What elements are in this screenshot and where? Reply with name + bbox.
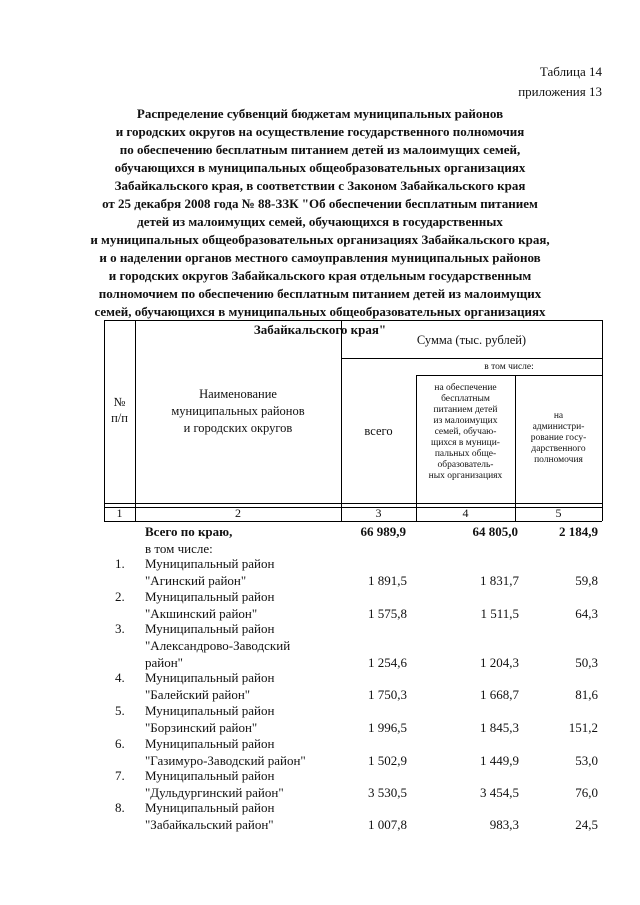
row-number: 8. xyxy=(115,800,125,815)
index-cell: 3 xyxy=(375,506,382,520)
index-cell: 4 xyxy=(462,506,469,520)
sum-header: Сумма (тыс. рублей) xyxy=(416,333,527,347)
row-total: 1 254,6 xyxy=(368,655,407,670)
appendix-number: приложения 13 xyxy=(518,84,602,99)
row-name-line: "Акшинский район" xyxy=(145,606,258,621)
row-food: 1 204,3 xyxy=(480,655,519,670)
column-header-name: Наименование муниципальных районов и городских округов xyxy=(171,387,305,435)
title-line: и городских округов Забайкальского края отдельным государственным xyxy=(108,268,532,283)
total-value-food: 64 805,0 xyxy=(472,524,518,539)
row-admin: 76,0 xyxy=(575,785,598,800)
row-admin: 64,3 xyxy=(575,606,598,621)
title-line: от 25 декабря 2008 года № 88-ЗЗК "Об обеспечении бесплатным питанием xyxy=(102,196,538,211)
row-total: 3 530,5 xyxy=(368,785,407,800)
row-number: 7. xyxy=(115,768,125,783)
row-name-line: Муниципальный район xyxy=(145,670,275,685)
column-header-total: всего xyxy=(364,424,393,438)
row-admin: 81,6 xyxy=(575,687,598,702)
row-number: 4. xyxy=(115,670,125,685)
column-header-number: № п/п xyxy=(111,395,128,425)
row-admin: 50,3 xyxy=(575,655,598,670)
row-name-line: "Александрово-Заводский xyxy=(145,638,291,653)
row-name-line: Муниципальный район xyxy=(145,768,275,783)
title-line: детей из малоимущих семей, обучающихся в государственных xyxy=(137,214,503,229)
column-header-admin: на администри- рование госу- дарственного полномочия xyxy=(530,411,587,465)
row-total: 1 502,9 xyxy=(368,753,407,768)
including-header: в том числе: xyxy=(484,362,534,372)
table-number: Таблица 14 xyxy=(539,64,602,79)
row-total: 1 891,5 xyxy=(368,573,407,588)
index-cell: 5 xyxy=(555,506,562,520)
row-name-line: Муниципальный район xyxy=(145,621,275,636)
table-reference xyxy=(518,62,602,102)
title-line: семей, обучающихся в муниципальных общеобразовательных организациях xyxy=(94,304,546,319)
row-number: 1. xyxy=(115,556,125,571)
row-admin: 24,5 xyxy=(575,817,598,832)
row-name-line: "Борзинский район" xyxy=(145,720,258,735)
total-value-admin: 2 184,9 xyxy=(559,524,598,539)
row-name-line: Муниципальный район xyxy=(145,589,275,604)
index-cell: 1 xyxy=(116,506,123,520)
column-header-food: на обеспечение бесплатным питанием детей из малоимущих семей, обучаю- щихся в муници- пальных обще- образователь- ных организациях xyxy=(428,383,503,481)
including-label: в том числе: xyxy=(145,541,213,556)
row-name-line: Муниципальный район xyxy=(145,556,275,571)
row-total: 1 750,3 xyxy=(368,687,407,702)
row-food: 983,3 xyxy=(489,817,519,832)
row-name-line: район" xyxy=(145,655,183,670)
row-name-line: Муниципальный район xyxy=(145,703,275,718)
row-name-line: Муниципальный район xyxy=(145,800,275,815)
row-food: 1 511,5 xyxy=(480,606,519,621)
row-name-line: "Забайкальский район" xyxy=(145,817,274,832)
title-line: Распределение субвенций бюджетам муниципальных районов xyxy=(136,106,504,121)
row-total: 1 575,8 xyxy=(368,606,407,621)
title-line: по обеспечению бесплатным питанием детей из малоимущих семей, xyxy=(119,142,521,157)
title-line: Забайкальского края, в соответствии с Законом Забайкальского края xyxy=(114,178,526,193)
row-total: 1 996,5 xyxy=(368,720,407,735)
row-name-line: Муниципальный район xyxy=(145,736,275,751)
row-name-line: "Балейский район" xyxy=(145,687,251,702)
row-admin: 151,2 xyxy=(568,720,598,735)
row-number: 3. xyxy=(115,621,125,636)
row-total: 1 007,8 xyxy=(368,817,407,832)
title-line: и о наделении органов местного самоуправления муниципальных районов xyxy=(99,250,541,265)
title-line: и городских округов на осуществление государственного полномочия xyxy=(115,124,525,139)
total-label: Всего по краю, xyxy=(145,524,233,539)
row-food: 1 449,9 xyxy=(480,753,519,768)
index-cell: 2 xyxy=(235,506,241,520)
row-admin: 53,0 xyxy=(575,753,598,768)
row-number: 5. xyxy=(115,703,125,718)
title-line: обучающихся в муниципальных общеобразовательных организациях xyxy=(114,160,526,175)
row-food: 3 454,5 xyxy=(480,785,519,800)
total-value-all: 66 989,9 xyxy=(360,524,406,539)
row-number: 6. xyxy=(115,736,125,751)
row-food: 1 831,7 xyxy=(480,573,519,588)
row-admin: 59,8 xyxy=(575,573,598,588)
row-food: 1 668,7 xyxy=(480,687,519,702)
row-name-line: "Агинский район" xyxy=(145,573,247,588)
row-name-line: "Газимуро-Заводский район" xyxy=(145,753,306,768)
title-line: и муниципальных общеобразовательных организациях Забайкальского края, xyxy=(90,232,550,247)
row-number: 2. xyxy=(115,589,125,604)
title-line: полномочием по обеспечению бесплатным питанием детей из малоимущих xyxy=(98,286,542,301)
row-food: 1 845,3 xyxy=(480,720,519,735)
document-title xyxy=(0,105,640,339)
row-name-line: "Дульдургинский район" xyxy=(145,785,284,800)
title-line: Забайкальского края" xyxy=(253,322,387,337)
